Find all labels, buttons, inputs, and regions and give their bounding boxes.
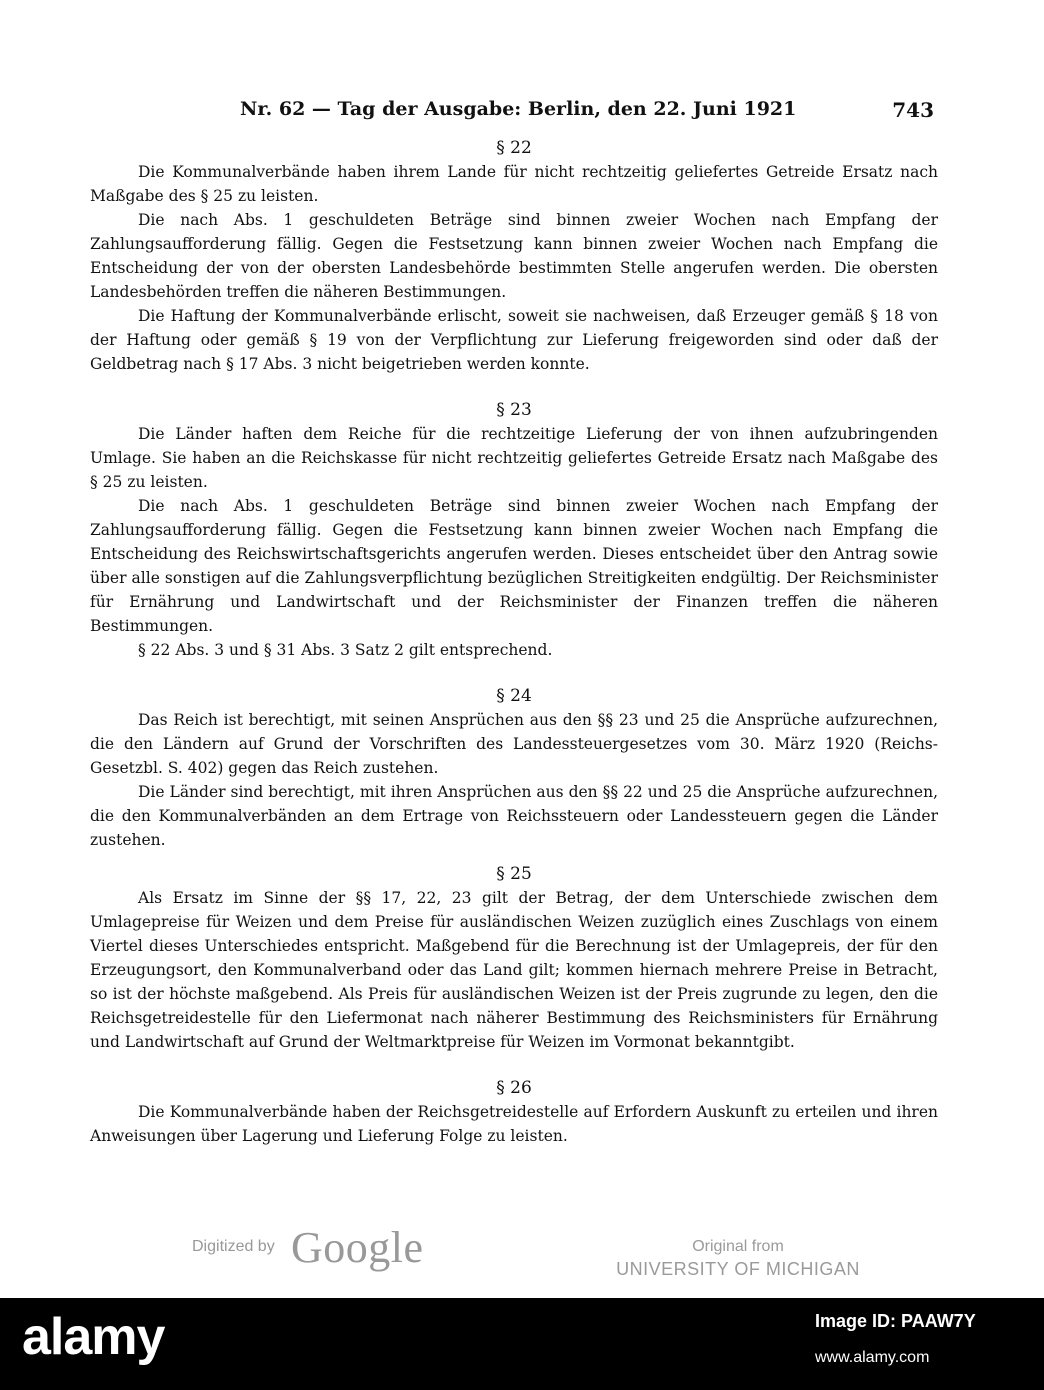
- paragraph: Als Ersatz im Sinne der §§ 17, 22, 23 gilt der Betrag, der dem Unterschiede zwischen dem Umlagepreise für Weizen und dem Preise für ausländischen Weizen zuzüglich eines Zuschlags von einem Viertel dieses Unterschiedes entspricht. Maßgebend für die Berechnung ist der Umlagepreis, der für den Erzeugungsort, den Kommunalverband oder das Land gilt; kommen hiernach mehrere Preise in Betracht, so ist der höchste maßgebend. Als Preis für ausländischen Weizen ist der Preis zugrunde zu legen, den die Reichsgetreidestelle für den Liefermonat nach näherer Bestimmung des Reichsministers für Ernährung und Landwirtschaft auf Grund der Weltmarktpreise für Weizen im Vormonat bekanntgibt.: [90, 889, 938, 1051]
- section-heading: § 26: [496, 1078, 532, 1098]
- original-from-label: Original from: [692, 1238, 784, 1255]
- section-22: [90, 136, 938, 376]
- paragraph: Die Haftung der Kommunalverbände erlischt, soweit sie nachweisen, daß Erzeuger gemäß § 18 von der Haftung oder gemäß § 19 von der Verpflichtung zur Lieferung freigeworden sind oder daß der Geldbetrag nach § 17 Abs. 3 nicht beigetrieben werden konnte.: [90, 307, 938, 373]
- section-26: [90, 1076, 938, 1148]
- paragraph: Die nach Abs. 1 geschuldeten Beträge sind binnen zweier Wochen nach Empfang der Zahlungsaufforderung fällig. Gegen die Festsetzung kann binnen zweier Wochen nach Empfang die Entscheidung des Reichswirtschaftsgerichts angerufen werden. Dieses entscheidet über den Antrag sowie über alle sonstigen auf die Zahlungsverpflichtung bezüglichen Streitigkeiten endgültig. Der Reichsminister für Ernährung und Landwirtschaft und der Reichsminister der Finanzen treffen die näheren Bestimmungen.: [90, 497, 938, 635]
- page-header: [0, 98, 1044, 128]
- section-heading: § 22: [496, 138, 532, 158]
- section-24: [90, 684, 938, 852]
- original-from-credit: [608, 1236, 868, 1280]
- google-logo: Google: [291, 1223, 424, 1272]
- section-25: [90, 862, 938, 1054]
- header-title: Nr. 62 — Tag der Ausgabe: Berlin, den 22. Juni 1921: [240, 98, 797, 120]
- page-number: 743: [892, 98, 934, 122]
- paragraph: Die Länder sind berechtigt, mit ihren Ansprüchen aus den §§ 22 und 25 die Ansprüche aufzurechnen, die den Kommunalverbänden an dem Ertrage von Reichssteuern oder Landessteuern gegen die Länder zustehen.: [90, 783, 938, 849]
- paragraph: Die Länder haften dem Reiche für die rechtzeitige Lieferung der von ihnen aufzubringenden Umlage. Sie haben an die Reichskasse für nicht rechtzeitig geliefertes Getreide Ersatz nach Maßgabe des § 25 zu leisten.: [90, 425, 938, 491]
- paragraph: Das Reich ist berechtigt, mit seinen Ansprüchen aus den §§ 23 und 25 die Ansprüche aufzurechnen, die den Ländern auf Grund der Vorschriften des Landessteuergesetzes vom 30. März 1920 (Reichs-Gesetzbl. S. 402) gegen das Reich zustehen.: [90, 711, 938, 777]
- section-23: [90, 398, 938, 662]
- image-id-label: Image ID: PAAW7Y: [815, 1311, 976, 1331]
- paragraph: Die Kommunalverbände haben der Reichsgetreidestelle auf Erfordern Auskunft zu erteilen und ihren Anweisungen über Lagerung und Lieferung Folge zu leisten.: [90, 1103, 938, 1145]
- paragraph: Die nach Abs. 1 geschuldeten Beträge sind binnen zweier Wochen nach Empfang der Zahlungsaufforderung fällig. Gegen die Festsetzung kann binnen zweier Wochen nach Empfang die Entscheidung der von der obersten Landesbehörde bestimmten Stelle angerufen werden. Die obersten Landesbehörden treffen die näheren Bestimmungen.: [90, 211, 938, 301]
- section-heading: § 25: [496, 864, 532, 884]
- document-body: [90, 136, 938, 1148]
- section-heading: § 23: [496, 400, 532, 420]
- university-label: UNIVERSITY OF MICHIGAN: [616, 1259, 860, 1279]
- paragraph: § 22 Abs. 3 und § 31 Abs. 3 Satz 2 gilt entsprechend.: [138, 641, 553, 659]
- section-heading: § 24: [496, 686, 532, 706]
- alamy-url-label: www.alamy.com: [815, 1349, 930, 1366]
- alamy-logo: alamy: [22, 1308, 165, 1366]
- paragraph: Die Kommunalverbände haben ihrem Lande für nicht rechtzeitig geliefertes Getreide Ersatz nach Maßgabe des § 25 zu leisten.: [90, 163, 938, 205]
- digitized-by-label: Digitized by: [192, 1238, 275, 1255]
